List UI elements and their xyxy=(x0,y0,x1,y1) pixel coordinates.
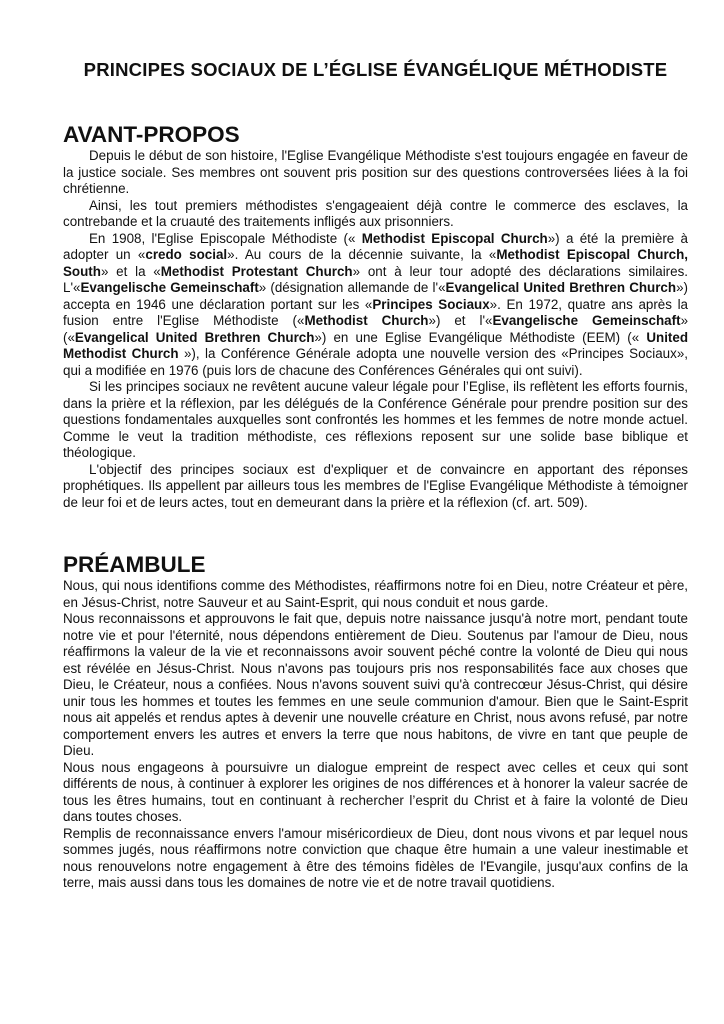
text-run: Si les principes sociaux ne revêtent aucune valeur légale pour l’Eglise, ils reflètent les efforts fournis, dans la prière et la réflexion, par les délégués de la Conférence Générale pour prendre position sur des questions fondamentales auxquelles sont confrontés les hommes et les femmes de notre monde actuel. Comme le veut la tradition méthodiste, ces réflexions reposent sur une solide base biblique et théologique. xyxy=(63,379,688,460)
paragraph xyxy=(63,148,688,198)
text-run: » ont à leur tour adopté des déclarations similaires. L'« xyxy=(63,263,688,295)
bold-term: Methodist Episcopal Church, South xyxy=(63,247,688,279)
text-run: » (« xyxy=(63,313,689,345)
paragraph xyxy=(63,462,688,512)
text-run: Remplis de reconnaissance envers l'amour miséricordieux de Dieu, dont nous vivons et par lequel nous sommes jugés, nous réaffirmons notre conviction que chaque être humain a une valeur inestimable et nous renouvelons notre engagement à être des témoins fidèles de l'Evangile, jusqu'aux confins de la terre, mais aussi dans tous les domaines de notre vie et de notre travail quotidiens. xyxy=(63,825,688,890)
document-page xyxy=(63,50,688,892)
paragraph xyxy=(63,231,688,380)
text-run: Depuis le début de son histoire, l'Eglise Evangélique Méthodiste s'est toujours engagée en faveur de la justice sociale. Ses membres ont souvent pris position sur des questions controversées liées à la foi chrétienne. xyxy=(63,148,688,196)
bold-term: Principes Sociaux xyxy=(372,296,490,312)
text-run: ») en une Eglise Evangélique Méthodiste (EEM) (« xyxy=(314,329,647,345)
bold-term: Methodist Church xyxy=(304,313,429,328)
text-run: Ainsi, les tout premiers méthodistes s'engageaient déjà contre le commerce des esclaves, la contrebande et la cruauté des traitements infligés aux prisonniers. xyxy=(63,197,688,229)
bold-term: Evangelical United Brethren Church xyxy=(445,280,677,295)
text-run: » et la « xyxy=(100,263,161,279)
text-run: ». En 1972, quatre ans après la fusion entre l'Eglise Méthodiste (« xyxy=(63,296,688,328)
text-run: ») et l'« xyxy=(428,313,493,328)
text-run: ») accepta en 1946 une déclaration portant sur les « xyxy=(63,280,688,312)
bold-term: United Methodist Church xyxy=(63,329,688,361)
text-run: Nous reconnaissons et approuvons le fait que, depuis notre naissance jusqu'à notre mort, pendant toute notre vie et pour l'éternité, nous dépendons entièrement de Dieu. Soutenus par l'amour de Dieu, nous réaffirmons la valeur de la vie et reconnaissons avoir souvent péché contre la volonté de Dieu qui nous est révélée en Jésus-Christ. Nous n'avons pas toujours pris nos responsabilités face aux choses que Dieu, le Créateur, nous a confiées. Nous n'avons souvent suivi qu'à contrecœur Jésus-Christ, qui désire unir tous les hommes et toutes les femmes en une seule communion d'amour. Bien que le Saint-Esprit nous ait appelés et rendus aptes à devenir une nouvelle créature en Christ, nous avons refusé, par notre comportement envers les autres et envers la terre que nous habitons, de vivre en tant que peuple de Dieu. xyxy=(63,611,688,758)
text-run: L'objectif des principes sociaux est d'expliquer et de convaincre en apportant des réponses prophétiques. Ils appellent par ailleurs tous les membres de l'Eglise Evangélique Méthodiste à témoigner de leur foi et de leurs actes, tout en demeurant dans la prière et la réflexion (cf. art. 509). xyxy=(63,461,688,510)
text-run: ». Au cours de la décennie suivante, la « xyxy=(227,247,497,262)
section-heading-preambule: PRÉAMBULE xyxy=(63,552,206,577)
paragraph xyxy=(63,826,688,892)
text-run: »), la Conférence Générale adopta une nouvelle version des «Principes Sociaux», qui a modifiée en 1976 (puis lors de chacune des Conférences Générales qui ont suivi). xyxy=(63,346,688,378)
bold-term: Methodist Episcopal Church xyxy=(361,230,548,246)
text-run: En 1908, l'Eglise Episcopale Méthodiste (« xyxy=(89,230,362,246)
text-run: » (désignation allemande de l'« xyxy=(258,280,446,295)
bold-term: credo social xyxy=(145,247,228,262)
section-body-preambule xyxy=(63,578,688,892)
paragraph xyxy=(63,760,688,826)
section-heading-avant-propos: AVANT-PROPOS xyxy=(63,122,240,147)
bold-term: Evangelische Gemeinschaft xyxy=(80,280,259,295)
bold-term: Evangelical United Brethren Church xyxy=(74,329,315,345)
text-run: Nous nous engageons à poursuivre un dialogue empreint de respect avec celles et ceux qui sont différents de nous, à continuer à explorer les origines de nos différences et à honorer la valeur sacrée de tous les êtres humains, tout en continuant à rechercher l’esprit du Christ et à faire la volonté de Dieu dans toutes choses. xyxy=(63,759,688,824)
paragraph xyxy=(63,611,688,760)
paragraph xyxy=(63,198,688,231)
paragraph xyxy=(63,379,688,462)
section-body-avant-propos xyxy=(63,148,688,511)
bold-term: Evangelische Gemeinschaft xyxy=(492,313,681,328)
text-run: Nous, qui nous identifions comme des Méthodistes, réaffirmons notre foi en Dieu, notre Créateur et père, en Jésus-Christ, notre Sauveur et au Saint-Esprit, qui nous conduit et nous garde. xyxy=(63,578,688,610)
text-run: ») a été la première à adopter un « xyxy=(63,230,688,262)
paragraph xyxy=(63,578,688,611)
bold-term: Methodist Protestant Church xyxy=(160,263,353,279)
document-title: PRINCIPES SOCIAUX DE L’ÉGLISE ÉVANGÉLIQUE MÉTHODISTE xyxy=(83,59,668,80)
